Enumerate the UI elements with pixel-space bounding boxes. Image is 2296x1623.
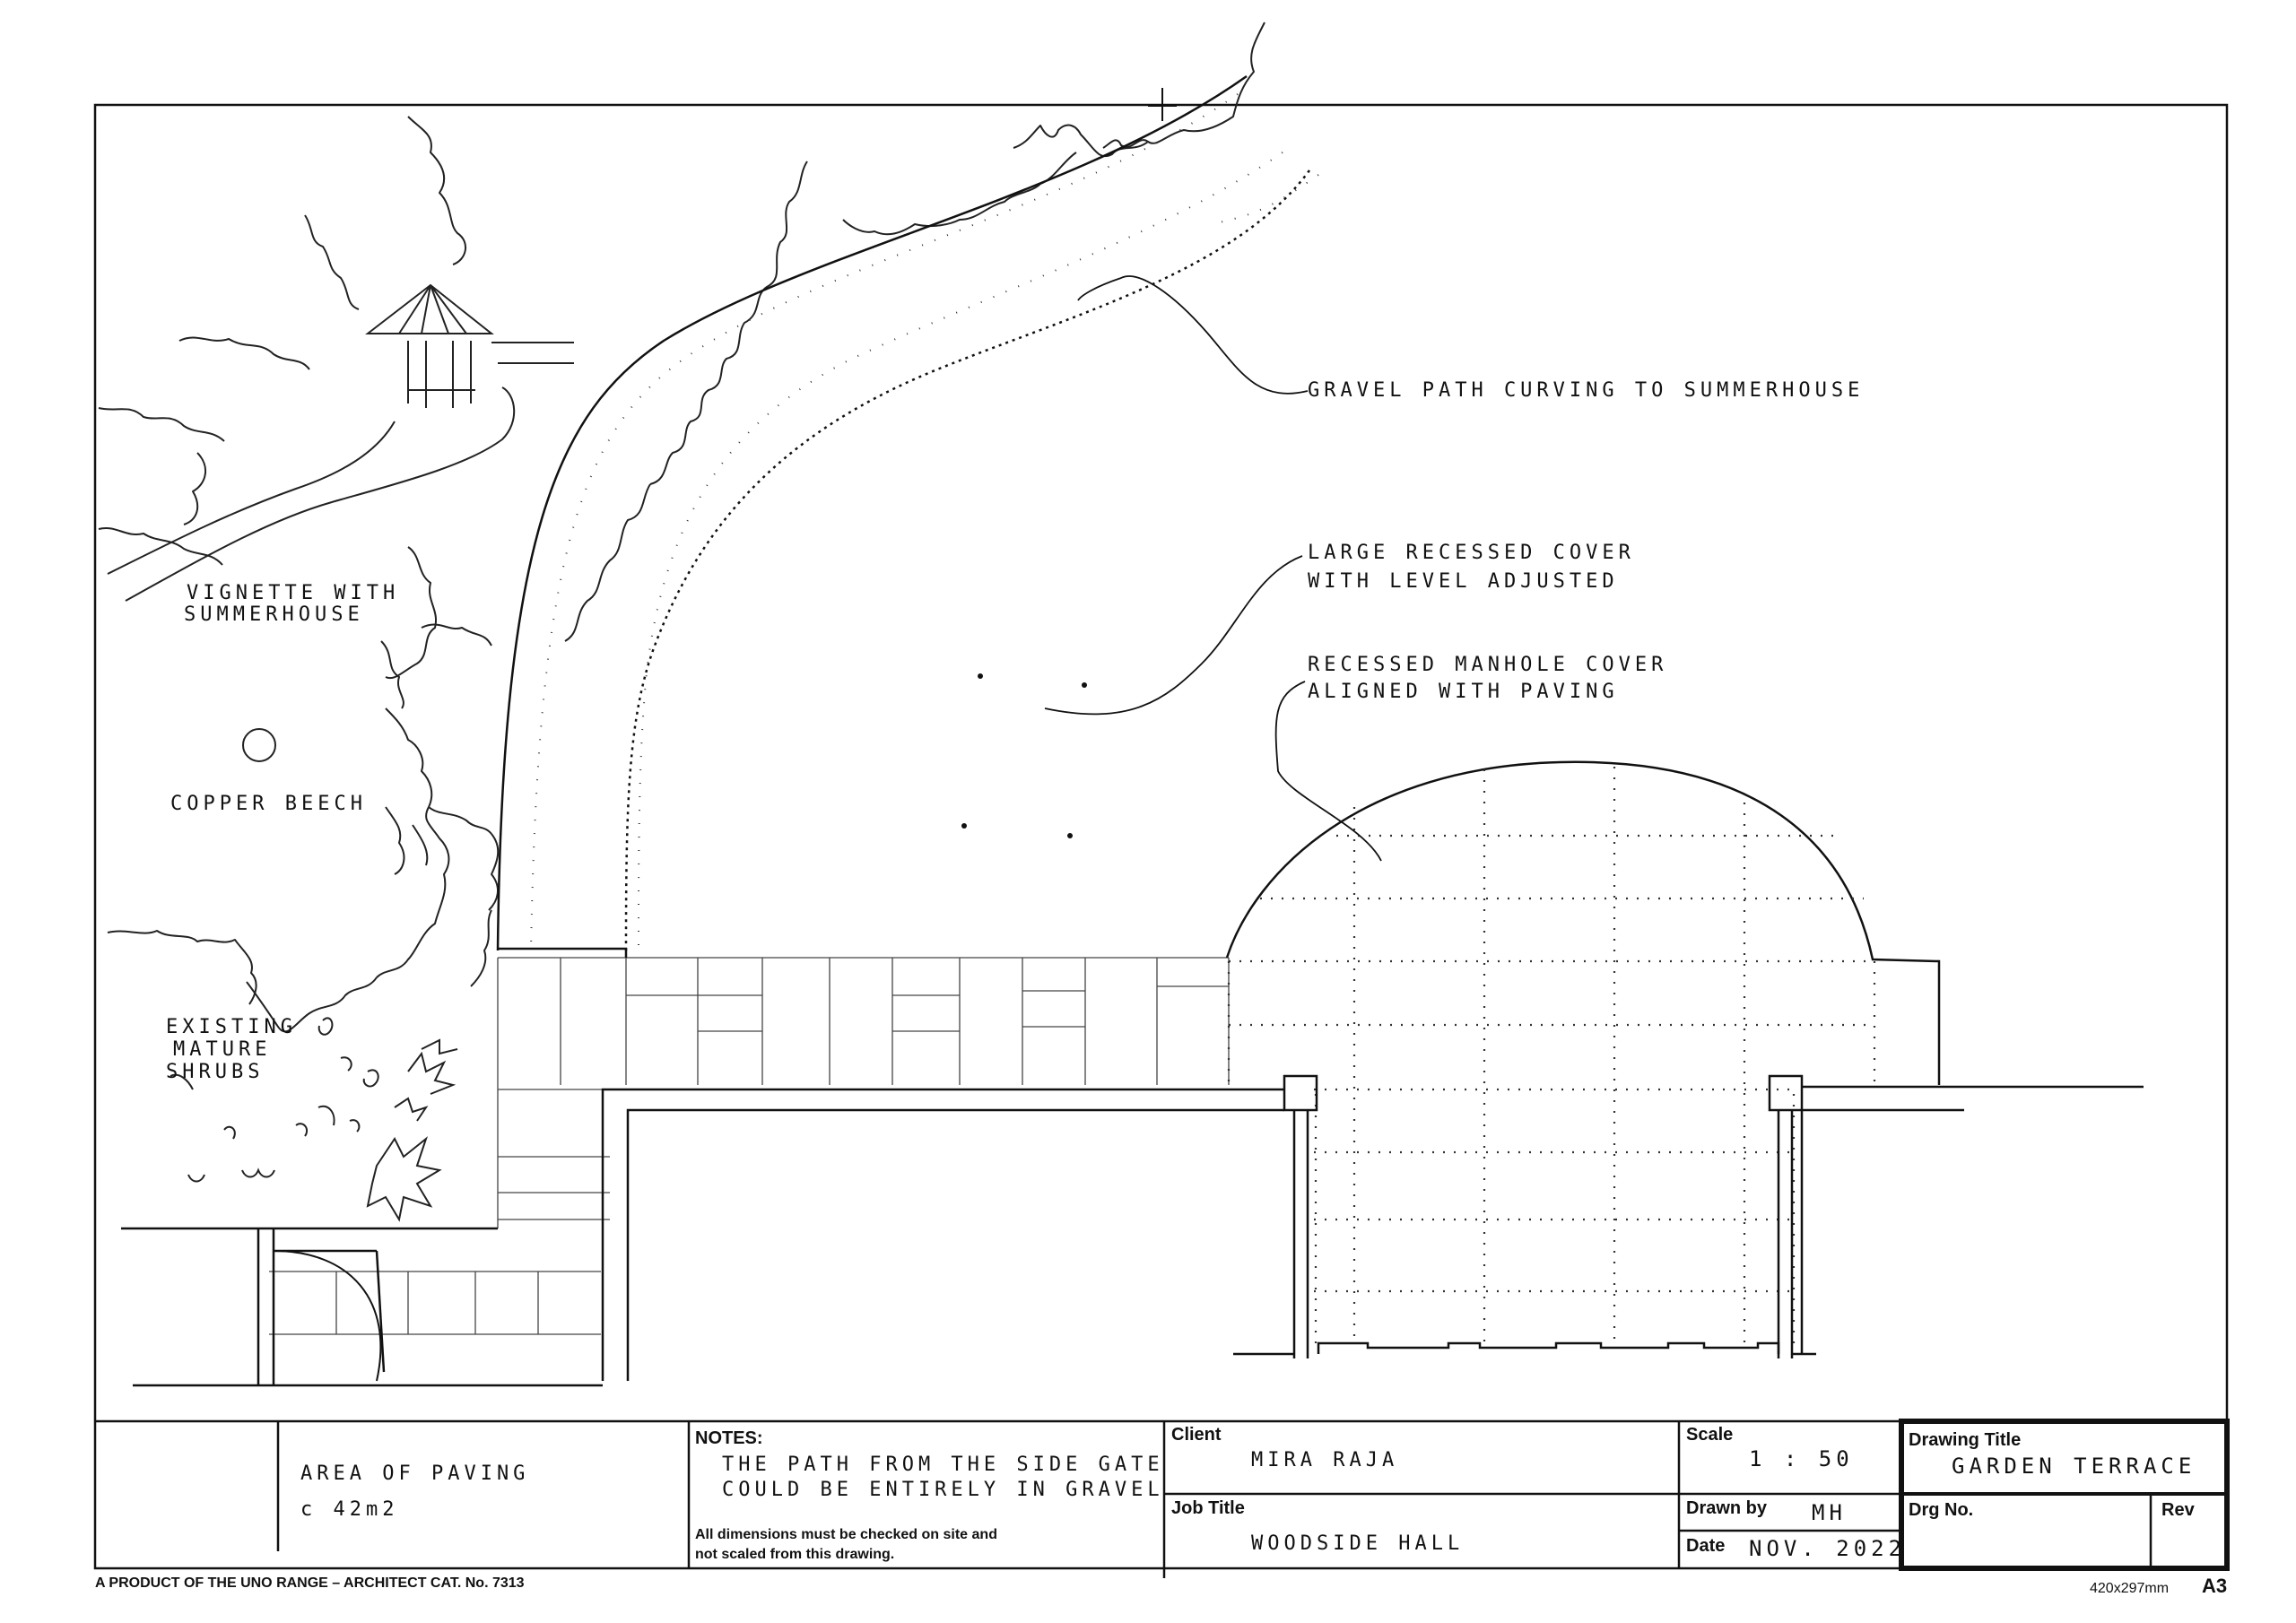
rev-label: Rev [2161,1500,2195,1520]
scale-label: Scale [1686,1425,1734,1445]
notes-label: NOTES: [695,1428,763,1448]
annotation-manhole-1: RECESSED MANHOLE COVER [1308,654,1668,676]
notes-hand-line-2: COULD BE ENTIRELY IN GRAVEL [722,1479,1164,1501]
annotation-shrubs-2: MATURE [173,1038,272,1061]
annotation-shrubs-3: SHRUBS [166,1061,265,1083]
annotation-manhole-2: ALIGNED WITH PAVING [1308,681,1619,703]
leader-lines [1045,276,1381,861]
drawing-title-value: GARDEN TERRACE [1952,1454,2196,1479]
copper-beech-trunk [243,729,275,761]
drawn-by-value: MH [1812,1500,1847,1525]
client-value: MIRA RAJA [1251,1449,1399,1471]
drg-no-label: Drg No. [1909,1500,1974,1520]
annotation-vignette-2: SUMMERHOUSE [184,603,364,626]
drawn-by-label: Drawn by [1686,1498,1768,1518]
area-of-paving-value: c 42m2 [300,1498,399,1521]
job-title-value: WOODSIDE HALL [1251,1532,1465,1555]
sheet-border [95,105,2227,1568]
annotation-large-cover-1: LARGE RECESSED COVER [1308,542,1635,564]
sheet-size: A3 [2202,1575,2228,1597]
annotation-gravel-path: GRAVEL PATH CURVING TO SUMMERHOUSE [1308,379,1865,402]
annotation-vignette-1: VIGNETTE WITH [187,582,400,604]
client-label: Client [1171,1425,1222,1445]
notes-hand-line-1: THE PATH FROM THE SIDE GATE [722,1454,1164,1476]
product-footer: A PRODUCT OF THE UNO RANGE – ARCHITECT CAT. No. 7313 [95,1575,525,1591]
annotation-shrubs-1: EXISTING [166,1016,297,1038]
date-value: NOV. 2022 [1749,1536,1907,1561]
summerhouse-gazebo [368,285,574,408]
area-of-paving-label: AREA OF PAVING [300,1462,530,1485]
notes-print-line-1: All dimensions must be checked on site and [695,1527,997,1542]
paper-size: 420x297mm [2090,1581,2170,1596]
dome-terrace [1227,762,1939,1345]
paving-front-edge [498,949,626,958]
date-label: Date [1686,1536,1726,1556]
drawing-title-label: Drawing Title [1909,1430,2022,1450]
paving-terrace [269,958,1229,1334]
scale-value: 1 : 50 [1749,1446,1854,1471]
foliage-outlines [99,22,1265,1125]
house-walls [121,1076,2144,1385]
annotation-copper-beech: COPPER BEECH [170,793,367,815]
gravel-path [498,76,1309,950]
job-title-label: Job Title [1171,1498,1245,1518]
notes-print-line-2: not scaled from this drawing. [695,1547,895,1562]
vignette-path [108,387,514,601]
annotation-large-cover-2: WITH LEVEL ADJUSTED [1308,570,1619,593]
gravel-stipple [531,94,1318,950]
site-dots [961,673,1087,838]
